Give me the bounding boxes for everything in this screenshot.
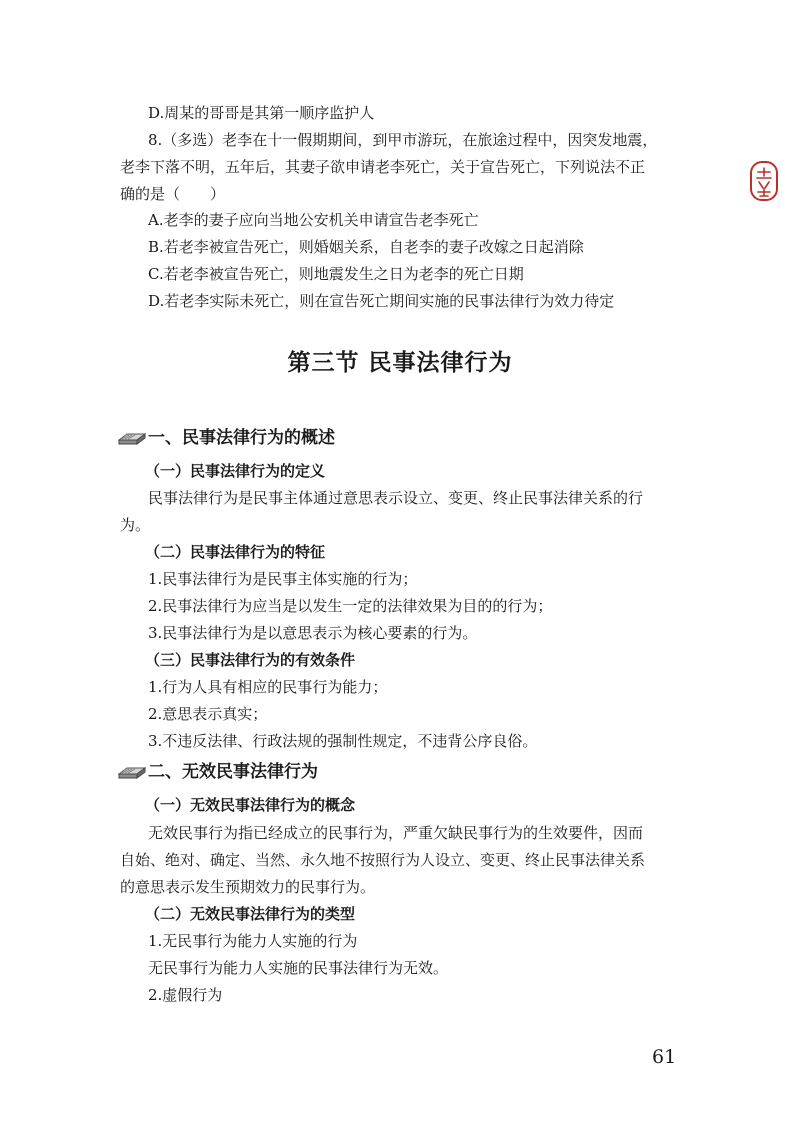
page-number: 61 <box>652 1046 677 1068</box>
section-1-heading <box>118 426 800 450</box>
section-1-sub-2-item-3: 3.民事法律行为是以意思表示为核心要素的行为。 <box>148 624 478 642</box>
section-1-sub-1-line-2: 为。 <box>120 516 151 534</box>
section-1-sub-3-item-3: 3.不违反法律、行政法规的强制性规定，不违背公序良俗。 <box>148 732 538 750</box>
section-2-sub-2-item-1: 1.无民事行为能力人实施的行为 <box>148 932 358 950</box>
question-8-stem-line-2: 老李下落不明，五年后，其妻子欲申请老李死亡，关于宣告死亡，下列说法不正 <box>120 158 646 176</box>
section-2-heading <box>118 760 800 784</box>
section-1-heading-text: 一、民事法律行为的概述 <box>148 428 335 448</box>
section-2-sub-1-line-2: 自始、绝对、确定、当然、永久地不按照行为人设立、变更、终止民事法律关系 <box>120 851 646 869</box>
section-2-sub-2-item-2: 无民事行为能力人实施的民事法律行为无效。 <box>148 959 449 977</box>
question-8-stem-line-1: 8.（多选）老李在十一假期期间，到甲市游玩，在旅途过程中，因突发地震， <box>148 131 658 149</box>
section-1-sub-1-heading: （一）民事法律行为的定义 <box>145 462 326 480</box>
section-1-sub-1-line-1: 民事法律行为是民事主体通过意思表示设立、变更、终止民事法律关系的行 <box>148 489 644 507</box>
previous-question-option-d: D.周某的哥哥是其第一顺序监护人 <box>148 104 375 122</box>
section-1-sub-2-item-1: 1.民事法律行为是民事主体实施的行为； <box>148 570 418 588</box>
section-2-sub-1-line-3: 的意思表示发生预期效力的民事行为。 <box>120 878 376 896</box>
chapter-title: 第三节 民事法律行为 <box>287 350 513 376</box>
question-8-option-c: C.若老李被宣告死亡，则地震发生之日为老李的死亡日期 <box>148 265 524 283</box>
section-1-sub-2-heading: （二）民事法律行为的特征 <box>145 543 326 561</box>
section-2-sub-2-item-3: 2.虚假行为 <box>148 986 223 1004</box>
section-2-sub-1-heading: （一）无效民事法律行为的概念 <box>145 796 356 814</box>
question-8-option-b: B.若老李被宣告死亡，则婚姻关系，自老李的妻子改嫁之日起消除 <box>148 238 584 256</box>
section-1-sub-2-item-2: 2.民事法律行为应当是以发生一定的法律效果为目的的行为； <box>148 597 553 615</box>
open-book-icon <box>118 762 146 780</box>
question-8-option-a: A.老李的妻子应向当地公安机关申请宣告老李死亡 <box>148 211 479 229</box>
section-1-sub-3-heading: （三）民事法律行为的有效条件 <box>145 651 356 669</box>
section-1-sub-3-item-2: 2.意思表示真实； <box>148 705 268 723</box>
question-8-option-d: D.若老李实际未死亡，则在宣告死亡期间实施的民事法律行为效力待定 <box>148 292 615 310</box>
section-2-sub-1-line-1: 无效民事行为指已经成立的民事行为，严重欠缺民事行为的生效要件，因而 <box>148 824 644 842</box>
section-2-sub-2-heading: （二）无效民事法律行为的类型 <box>145 905 356 923</box>
section-1-sub-3-item-1: 1.行为人具有相应的民事行为能力； <box>148 678 388 696</box>
section-2-heading-text: 二、无效民事法律行为 <box>148 762 318 782</box>
question-8-stem-line-3: 确的是（ ） <box>120 185 226 203</box>
open-book-icon <box>118 428 146 446</box>
